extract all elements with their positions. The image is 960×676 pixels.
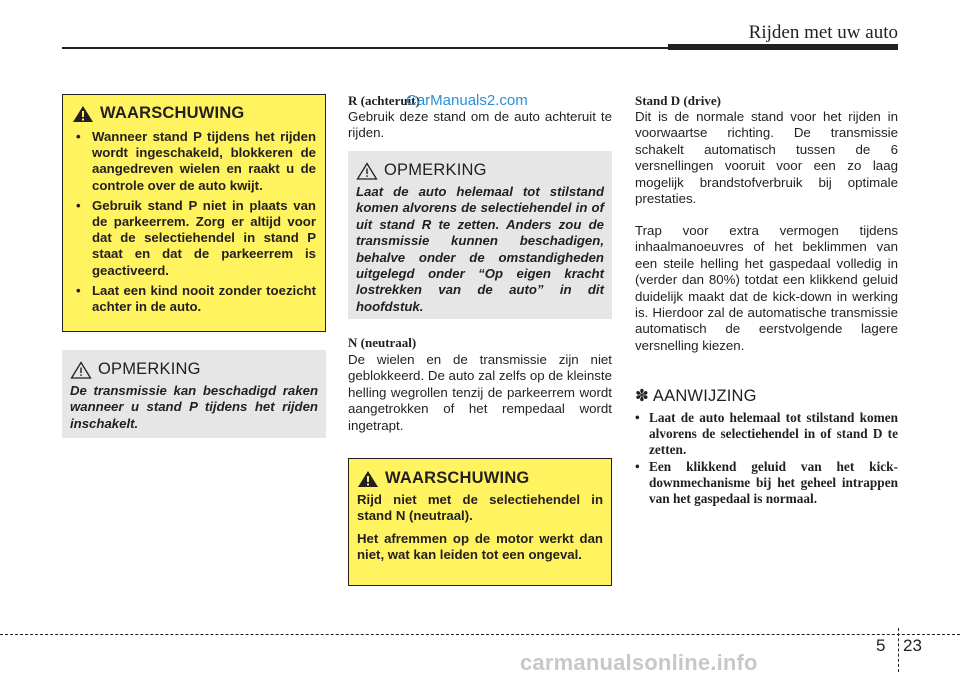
warning-text: Het afremmen op de motor werkt dan niet, wat kan leiden tot een ongeval. [357, 530, 603, 563]
body-text-n: De wielen en de transmissie zijn niet geblokkeerd. De auto zal zelfs op de kleinste helling wegrollen tenzij de parkeerrem wordt aangetrokken of het rempedaal wordt ingetrapt. [348, 352, 612, 433]
warning-item: • Wanneer stand P tijdens het rijden wordt ingeschakeld, blokkeren de aangedreven wielen en raakt u de controle over de auto kwijt. [76, 129, 316, 193]
warning-item: • Gebruik stand P niet in plaats van de parkeerrem. Zorg er altijd voor dat de selectiehendel in stand P staat en dat de parkeerrem is geactiveerd. [76, 197, 316, 278]
header-rule [62, 47, 672, 49]
note-box-park [62, 350, 326, 438]
tip-item: • Een klikkend geluid van het kick-downmechanisme bij het geheel intrappen van het gaspedaal is normaal. [635, 458, 898, 507]
tip-header [635, 386, 898, 406]
warning-title: WAARSCHUWING [100, 104, 245, 122]
section-heading-n: N (neutraal) [348, 335, 417, 350]
note-box-reverse [348, 151, 612, 319]
warning-header [72, 104, 316, 123]
warning-triangle-icon [72, 105, 94, 123]
asterisk-icon: ✽ [635, 387, 650, 405]
note-text: Laat de auto helemaal tot stilstand komen alvorens de selectiehendel in of uit stand R te zetten. Anders zou de transmissie kunnen beschadigen, behalve onder de omstandigheden uitgelegd onder “Op eigen kracht lostrekken van de auto” in dit hoofdstuk. [356, 184, 604, 314]
body-text-d-2: Trap voor extra vermogen tijdens inhaalmanoeuvres of het beklimmen van een steile helling het gaspedaal volledig in (verder dan 80%) totdat een klikkend geluid duidelijk maakt dat de kick-down in werking is. Hierdoor zal de automatische transmissie automatisch de eerstvolgende lagere versnelling kiezen. [635, 223, 898, 353]
warning-item: • Laat een kind nooit zonder toezicht achter in de auto. [76, 282, 316, 315]
note-text: De transmissie kan beschadigd raken wanneer u stand P tijdens het rijden inschakelt. [70, 383, 318, 431]
section-heading-r: R (achteruit) [348, 93, 420, 108]
note-title: OPMERKING [384, 161, 487, 179]
caution-triangle-icon [356, 162, 378, 180]
page-number: 23 [903, 636, 922, 655]
note-header [356, 161, 604, 180]
section-heading-d: Stand D (drive) [635, 93, 721, 108]
chapter-number: 5 [876, 636, 886, 655]
warning-text: Rijd niet met de selectiehendel in stand N (neutraal). [357, 492, 603, 524]
page-header-title: Rijden met uw auto [748, 22, 898, 43]
warning-triangle-icon [357, 470, 379, 488]
note-title: OPMERKING [98, 360, 201, 378]
body-text-r: Gebruik deze stand om de auto achteruit te rijden. [348, 109, 612, 141]
footer-rule [0, 634, 960, 635]
tip-section [635, 386, 898, 507]
watermark-text: CarManuals2.com [406, 92, 528, 109]
body-text-d-1: Dit is de normale stand voor het rijden in voorwaartse richting. De transmissie schakelt automatisch tussen de 6 versnellingen vooruit voor een zo laag mogelijk brandstofverbruik bij optimale prestaties. [635, 109, 898, 207]
footer-watermark: carmanualsonline.info [520, 650, 758, 675]
warning-box-neutral [348, 458, 612, 586]
tip-list [635, 410, 898, 507]
tip-title: AANWIJZING [652, 387, 757, 405]
page-number-separator [898, 628, 899, 672]
warning-title: WAARSCHUWING [385, 469, 530, 487]
tip-item: • Laat de auto helemaal tot stilstand komen alvorens de selectiehendel in of stand D te zetten. [635, 410, 898, 458]
warning-header [357, 469, 603, 488]
warning-box-park [62, 94, 326, 332]
warning-list [72, 129, 316, 315]
note-header [70, 360, 318, 379]
caution-triangle-icon [70, 361, 92, 379]
header-rule-bold [668, 44, 898, 50]
